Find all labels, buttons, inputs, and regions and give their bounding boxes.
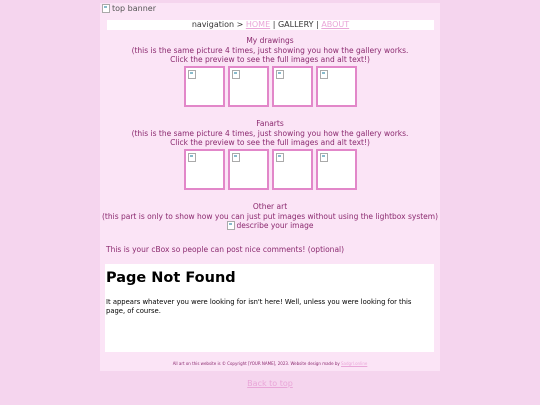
fanarts-note-line1: (this is the same picture 4 times, just showing you how the gallery works. — [131, 128, 409, 138]
nav-about-link[interactable]: ABOUT — [321, 20, 350, 29]
nav-separator: | — [272, 20, 276, 29]
fanarts-title: Fanarts — [256, 119, 284, 128]
gallery-thumbnail[interactable] — [228, 66, 269, 107]
cbox-text: This is your cBox so people can post nice comments! (optional) — [106, 245, 345, 254]
gallery-thumbnail[interactable] — [316, 66, 357, 107]
drawings-title: My drawings — [246, 36, 294, 45]
nav-gallery-current: GALLERY — [277, 20, 314, 29]
drawings-note-line1: (this is the same picture 4 times, just showing you how the gallery works. — [131, 45, 409, 55]
other-art-image-alt: describe your image — [236, 221, 314, 230]
broken-image-icon — [320, 70, 328, 79]
back-to-top-link[interactable]: Back to top — [247, 379, 293, 388]
other-art-image — [227, 221, 314, 231]
footer — [100, 361, 440, 366]
nav-home-link[interactable]: HOME — [245, 20, 271, 29]
broken-image-icon — [188, 153, 196, 162]
broken-image-icon — [232, 70, 240, 79]
other-art-title: Other art — [252, 202, 288, 211]
gallery-thumbnail[interactable] — [228, 149, 269, 190]
other-art-note: (this part is only to show how you can just put images without using the lightbox system) — [101, 211, 439, 221]
navigation-bar — [107, 20, 434, 30]
broken-image-icon — [320, 153, 328, 162]
broken-image-icon — [188, 70, 196, 79]
broken-image-icon — [276, 70, 284, 79]
nav-prefix: navigation > — [191, 20, 244, 29]
page-container — [100, 3, 440, 371]
footer-text: All art on this website is © Copyright [YOUR NAME], 2023. Website design made by — [172, 361, 340, 366]
fanarts-gallery — [100, 149, 440, 190]
drawings-note-line2: Click the preview to see the full images and alt text!) — [170, 55, 370, 64]
gallery-thumbnail[interactable] — [184, 66, 225, 107]
top-banner-alt: top banner — [112, 4, 156, 13]
top-banner-image — [102, 4, 156, 13]
broken-image-icon — [102, 4, 110, 13]
broken-image-icon — [232, 153, 240, 162]
broken-image-icon — [276, 153, 284, 162]
other-art-section — [100, 202, 440, 233]
content-box — [105, 264, 434, 352]
gallery-thumbnail[interactable] — [272, 149, 313, 190]
drawings-gallery — [100, 66, 440, 107]
page-not-found-body: It appears whatever you were looking for isn't here! Well, unless you were looking for this page, of course. — [106, 298, 412, 315]
page-not-found-title: Page Not Found — [106, 270, 236, 286]
drawings-section — [100, 36, 440, 107]
gallery-thumbnail[interactable] — [272, 66, 313, 107]
fanarts-section — [100, 119, 440, 190]
fanarts-note-line2: Click the preview to see the full images and alt text!) — [170, 138, 370, 147]
footer-credit-link[interactable]: Sadgrl.online — [341, 361, 368, 366]
broken-image-icon — [227, 221, 235, 230]
nav-separator: | — [316, 20, 319, 29]
gallery-thumbnail[interactable] — [184, 149, 225, 190]
gallery-thumbnail[interactable] — [316, 149, 357, 190]
